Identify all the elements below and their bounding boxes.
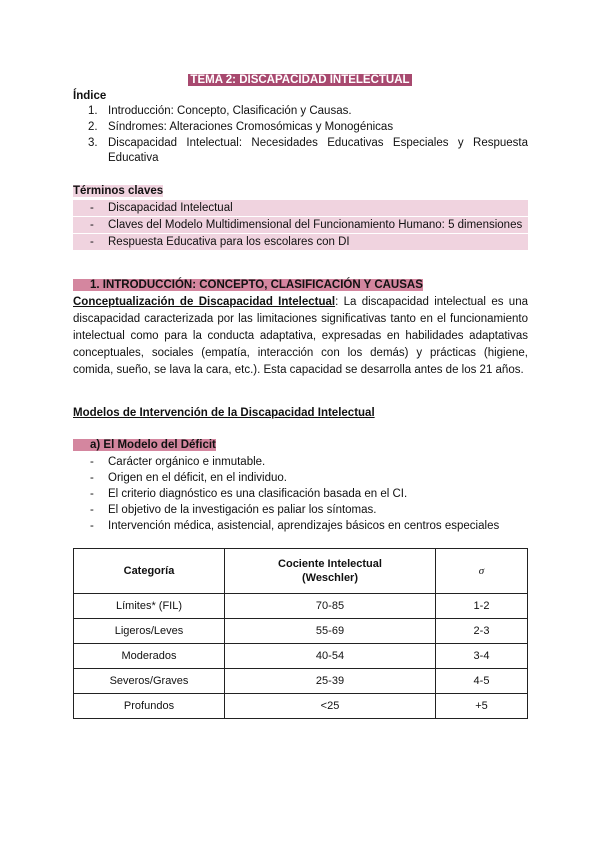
index-item-text: Síndromes: Alteraciones Cromosómicas y Monogénicas (108, 121, 394, 133)
index-heading: Índice (73, 90, 107, 102)
index-item-text: Introducción: Concepto, Clasificación y Causas. (108, 105, 352, 117)
keyword-text: Claves del Modelo Multidimensional del Funcionamiento Humano: 5 dimensiones (108, 219, 523, 231)
keyword-text: Respuesta Educativa para los escolares con DI (108, 236, 350, 248)
models-heading: Modelos de Intervención de la Discapacidad Intelectual (73, 407, 375, 419)
index-item-number: 2. (88, 121, 98, 133)
cell-category: Ligeros/Leves (74, 619, 225, 644)
keyword-item (73, 217, 528, 233)
deficit-item (73, 470, 543, 486)
dash-bullet: - (90, 472, 94, 484)
deficit-item (73, 518, 543, 534)
table-row (74, 669, 528, 694)
concept-label: Conceptualización de Discapacidad Intelectual (73, 296, 336, 308)
table-row (74, 694, 528, 719)
cell-iq: 70-85 (225, 594, 436, 619)
dash-bullet: - (90, 504, 94, 516)
cell-category: Profundos (74, 694, 225, 719)
dash-bullet: - (90, 219, 94, 231)
index-item-number: 1. (88, 105, 98, 117)
header-iq: Cociente Intelectual (Weschler) (225, 549, 436, 594)
table-header-row (74, 549, 528, 594)
deficit-text: El objetivo de la investigación es paliar los síntomas. (108, 504, 377, 516)
dash-bullet: - (90, 488, 94, 500)
header-sigma: σ (436, 549, 528, 594)
deficit-text: Origen en el déficit, en el individuo. (108, 472, 287, 484)
cell-category: Severos/Graves (74, 669, 225, 694)
document-title (0, 73, 600, 87)
keyword-item (73, 234, 528, 250)
deficit-text: Carácter orgánico e inmutable. (108, 456, 266, 468)
concept-paragraph (73, 294, 528, 379)
index-item (73, 104, 528, 119)
title-text: TEMA 2: DISCAPACIDAD INTELECTUAL (190, 74, 410, 86)
index-item-number: 3. (88, 137, 98, 149)
table-row (74, 594, 528, 619)
cell-iq: 40-54 (225, 644, 436, 669)
dash-bullet: - (90, 520, 94, 532)
header-category: Categoría (74, 549, 225, 594)
deficit-heading (73, 438, 216, 453)
cell-sigma: 3-4 (436, 644, 528, 669)
keywords-heading-text: Términos claves (73, 185, 164, 197)
deficit-list (73, 454, 543, 534)
keywords-heading (73, 184, 163, 199)
index-item (73, 136, 528, 166)
keyword-text: Discapacidad Intelectual (108, 202, 233, 214)
table-row (74, 644, 528, 669)
cell-sigma: 4-5 (436, 669, 528, 694)
dash-bullet: - (90, 236, 94, 248)
cell-iq: <25 (225, 694, 436, 719)
cell-sigma: +5 (436, 694, 528, 719)
section1-heading (73, 278, 528, 293)
iq-category-table (73, 548, 528, 719)
index-item-text: Discapacidad Intelectual: Necesidades Educativas Especiales y Respuesta Educativa (108, 137, 528, 164)
deficit-text: El criterio diagnóstico es una clasificación basada en el CI. (108, 488, 408, 500)
table-row (74, 619, 528, 644)
keyword-item (73, 200, 528, 216)
deficit-heading-text: a) El Modelo del Déficit (73, 439, 216, 451)
dash-bullet: - (90, 202, 94, 214)
deficit-item (73, 454, 543, 470)
cell-sigma: 2-3 (436, 619, 528, 644)
cell-category: Límites* (FIL) (74, 594, 225, 619)
deficit-item (73, 486, 543, 502)
index-item (73, 120, 528, 135)
cell-category: Moderados (74, 644, 225, 669)
concept-text: : La discapacidad intelectual es una discapacidad caracterizada por las limitaciones significativas tanto en el funcionamiento intelectual como para la conducta adaptativa, expresadas en habilidades adaptativas conceptuales, sociales (empatía, interacción con los demás) y prácticas (higiene, comida, sueño, se lava la cara, etc.). Esta capacidad se desarrolla antes de los 21 años. (73, 296, 528, 376)
section1-heading-text: 1. INTRODUCCIÓN: CONCEPTO, CLASIFICACIÓN Y CAUSAS (73, 279, 423, 291)
deficit-item (73, 502, 543, 518)
keywords-list (73, 200, 528, 251)
index-list (73, 104, 528, 167)
cell-iq: 55-69 (225, 619, 436, 644)
dash-bullet: - (90, 456, 94, 468)
cell-iq: 25-39 (225, 669, 436, 694)
cell-sigma: 1-2 (436, 594, 528, 619)
deficit-text: Intervención médica, asistencial, aprendizajes básicos en centros especiales (108, 520, 500, 532)
